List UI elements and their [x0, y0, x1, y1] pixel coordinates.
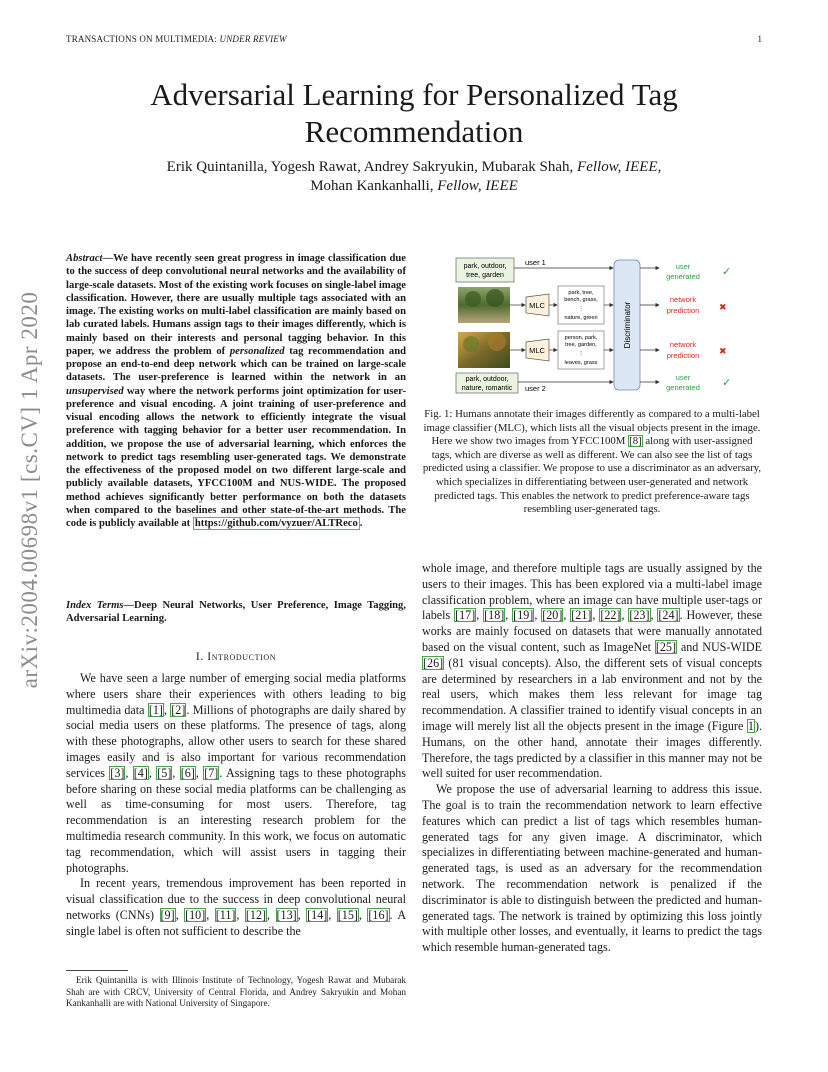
caption-text-1: Fig. 1: Humans annotate their images differently as compared to a multi-label image classifier (MLC), which lists all the visual objects present in the image. Here we show two images from YFCC100M — [423, 408, 761, 448]
paper-title: Adversarial Learning for Personalized Tag Recommendation — [150, 77, 678, 149]
review-status: UNDER REVIEW — [219, 34, 287, 44]
text-run: . Assigning tags to these photographs before sharing on these social media platforms can be challenging as well as time-consuming for most users. Therefore, tag recommendation is an interesting research problem for the multimedia research community. In this work, we focus on automatic tag recommendation, which will assist users in tagging their photographs. — [66, 765, 407, 875]
citation[interactable]: [2] — [171, 702, 186, 717]
cross-icon: ✖ — [719, 302, 727, 312]
citation[interactable]: [19] — [513, 608, 534, 623]
section-number: I. — [195, 651, 208, 663]
fellow-label-2: Fellow, IEEE — [437, 178, 518, 194]
citation[interactable]: [6] — [180, 765, 195, 780]
out1-line2: generated — [666, 272, 700, 281]
figure-reference[interactable]: 1 — [747, 718, 754, 733]
citation[interactable]: [10] — [185, 907, 206, 922]
cross-icon: ✖ — [719, 346, 727, 356]
citation[interactable]: [22] — [600, 608, 621, 623]
citation[interactable]: [4] — [133, 765, 148, 780]
abstract-emphasis-2: unsupervised — [66, 385, 124, 397]
citation[interactable]: [7] — [204, 765, 219, 780]
pred1-line1: park, tree, — [568, 290, 594, 296]
citation[interactable]: [24] — [658, 608, 679, 623]
check-icon: ✓ — [722, 377, 732, 389]
arxiv-stamp — [10, 291, 50, 689]
figure-1 — [453, 254, 753, 394]
text-run: ). Humans, on the other hand, annotate their images differently. Therefore, the tags predicted by a classifier in this manner may not be well suited for user recommendation. — [422, 718, 762, 781]
citation[interactable]: [1] — [148, 702, 163, 717]
citation[interactable]: [5] — [157, 765, 172, 780]
figure-caption — [422, 408, 762, 517]
authors-line-2: Mohan Kankanhalli, — [310, 178, 438, 194]
citation[interactable]: [26] — [423, 655, 444, 670]
citation[interactable]: [3] — [110, 765, 125, 780]
out4-line2: generated — [666, 383, 700, 392]
pred2-line2: tree, garden, — [565, 342, 597, 348]
text-run: . Millions of photographs are daily shared by social media users on these platforms. The presence of tags, along with these photographs, allow other users to search for these shared images easily and is also important for various recommendation services — [66, 702, 406, 780]
abstract-label: Abstract — [66, 253, 103, 264]
fellow-label-1: Fellow, IEEE, — [577, 159, 662, 175]
citation[interactable]: [8] — [629, 435, 642, 448]
page-number: 1 — [757, 34, 762, 44]
user1-label: user 1 — [525, 258, 546, 267]
photo-1 — [458, 287, 510, 323]
pred2-dots: ⋮ — [578, 351, 584, 357]
code-link[interactable]: https://github.com/vyzuer/ALTReco — [194, 518, 358, 529]
citation[interactable]: [13] — [276, 907, 297, 922]
pred1-line3: nature, green — [564, 315, 598, 321]
citation[interactable]: [21] — [571, 608, 592, 623]
citation[interactable]: [16] — [368, 907, 389, 922]
caption-text-2: along with user-assigned tags, which are diverse as well as different. We can also see the list of tags predicted using a classifier. We propose to use a discriminator as an adversary, which specializes in differentiating between user-generated and network predicted tags. This enables the network to predict preference-aware tags resembling user-generated tags. — [422, 435, 762, 516]
authors-line-1: Erik Quintanilla, Yogesh Rawat, Andrey Sakryukin, Mubarak Shah, — [166, 159, 578, 175]
out1-line1: user — [675, 262, 691, 271]
footnote-rule — [66, 970, 128, 971]
out3-line1: network — [669, 340, 697, 349]
running-header — [66, 34, 287, 44]
section-heading — [66, 651, 406, 663]
index-terms — [66, 599, 406, 626]
out4-line1: user — [675, 373, 691, 382]
right-paragraph-2: We propose the use of adversarial learning to address this issue. The goal is to train the recommendation network to learn effective features which can predict a list of tags which resembles human-generated tags for any given image. A discriminator, which specializes in differentiating between machine-generated and human-generated tags, is used as an adversary for the recommendation network. The recommendation network is penalized if the discriminator is able to distinguish between the predicted and human-generated tags. The network is trained by optimizing this loss jointly with multiple other losses, and eventually, it learns to predict the tags which resemble human-generated tags. — [422, 782, 762, 955]
out2-line2: prediction — [666, 306, 700, 315]
citation[interactable]: [9] — [160, 907, 175, 922]
out2-line1: network — [669, 295, 697, 304]
journal-name: TRANSACTIONS ON MULTIMEDIA: — [66, 34, 220, 44]
text-run: and NUS-WIDE — [677, 639, 762, 654]
text-run: In recent years, tremendous improvement has been reported in visual classification due to the success in deep convolutional neural networks (CNNs) — [66, 876, 406, 922]
citation[interactable]: [17] — [455, 608, 476, 623]
text-run: . However, these works are mainly focused on datasets that were manually annotated based on the visual content, such as ImageNet — [422, 608, 763, 654]
author-list — [66, 158, 762, 196]
citation[interactable]: [11] — [215, 907, 236, 922]
footnote: Erik Quintanilla is with Illinois Institute of Technology, Yogesh Rawat and Mubarak Shah are with CRCV, University of Central Florida, and Andrey Sakryukin and Mohan Kankanhalli are with National University of Singapore. — [66, 975, 406, 1008]
text-run: (81 visual concepts). Also, the different sets of visual concepts are determined by researchers in a lab environment and not by the real users, which makes them less relevant for image tag recommendation. A classifier trained to identify visual concepts in an image will merely list all the objects present in the image (Figure — [422, 655, 762, 733]
text-run: We have seen a large number of emerging social media platforms where users share their experiences with others leading to big multimedia data — [66, 671, 406, 717]
figure-diagram — [453, 254, 753, 394]
text-run: whole image, and therefore multiple tags are usually assigned by the users to their images. This has been explored via a multi-label image classification problem, where an image can have multiple user-tags or labels — [422, 561, 762, 623]
abstract — [66, 252, 406, 530]
pred2-line1: person, park, — [564, 335, 598, 341]
abstract-text-2: tag recommendation and propose an end-to-end deep network which can be trained on large-scale datasets. The user-preference is learned within the network in an — [66, 345, 407, 384]
index-terms-label: Index Terms — [66, 600, 124, 611]
intro-paragraph-2: In recent years, tremendous improvement has been reported in visual classification due to the success in deep convolutional neural networks (CNNs) [9], [10], [11], [12], [13], [14], [15], [16]. A single label is often not sufficient to describe the — [66, 876, 407, 938]
arxiv-stamp-text: arXiv:2004.00698v1 [cs.CV] 1 Apr 2020 — [17, 291, 42, 689]
citation[interactable]: [23] — [629, 608, 650, 623]
citation[interactable]: [12] — [245, 907, 267, 922]
right-paragraph-1: whole image, and therefore multiple tags are usually assigned by the users to their images. This has been explored via a multi-label image classification problem, where an image can have multiple user-tags or labels [17], [18], [19], [20], [21], [22], [23], [24]. However, these works are mainly focused on datasets that were manually annotated based on the visual content, such as ImageNet [25] and NUS-WIDE [26] (81 visual concepts). Also, the different sets of visual concepts are determined by researchers in a lab environment and not by the real users, which makes them less relevant for image tag recommendation. A classifier trained to identify visual concepts in an image will merely list all the objects present in the image (Figure 1). Humans, on the other hand, annotate their images differently. Therefore, the tags predicted by a classifier in this manner may not be well suited for user recommendation. — [422, 561, 763, 781]
user2-tags-line2: nature, romantic — [461, 385, 513, 392]
user1-tags-line1: park, outdoor, — [463, 263, 507, 270]
out3-line2: prediction — [666, 351, 700, 360]
user1-tags-line2: tree, garden — [466, 272, 504, 279]
abstract-end: . — [359, 518, 363, 529]
citation[interactable]: [20] — [542, 608, 563, 623]
right-column-text — [422, 561, 762, 956]
user2-tags-line1: park, outdoor, — [465, 376, 509, 383]
section-title: Introduction — [207, 651, 277, 663]
intro-paragraph-1: We have seen a large number of emerging social media platforms where users share their experiences with others leading to big multimedia data [1], [2]. Millions of photographs are daily shared by social media users on these platforms. The presence of tags, along with these photographs, allow other users to search for these shared images easily and is also important for various recommendation services [3], [4], [5], [6], [7]. Assigning tags to these photographs before sharing on these social media platforms can be challenging as well as time-consuming for most users. Therefore, tag recommendation is an interesting research problem for the multimedia research community. In this work, we focus on automatic tag recommendation, which will assist users in tagging their photographs. — [66, 671, 407, 875]
citation[interactable]: [15] — [337, 907, 358, 922]
text-run: . A single label is often not sufficient to describe the — [66, 907, 407, 938]
user2-label: user 2 — [525, 384, 546, 393]
abstract-emphasis-1: personalized — [229, 345, 285, 357]
check-icon: ✓ — [722, 266, 732, 278]
pred1-line2: bench, grass, — [564, 297, 598, 303]
citation[interactable]: [18] — [484, 608, 505, 623]
citation[interactable]: [14] — [307, 907, 328, 922]
pred1-dots: ⋮ — [578, 306, 584, 312]
discriminator-label: Discriminator — [623, 301, 632, 349]
citation[interactable]: [25] — [655, 639, 676, 654]
mlc-label-2: MLC — [529, 346, 545, 355]
abstract-text-3: way where the network performs joint optimization for user-preference and visual encoding. A joint training of user-preference and visual encoding allows the network to efficiently integrate the visual preference with tagging behavior for a better user recommendation. In addition, we propose the use of adversarial learning, which enforces the network to predict tags resembling user-generated tags. We demonstrate the effectiveness of the proposed model on two different large-scale and publicly available datasets, YFCC100M and NUS-WIDE. The proposed method achieves significantly better performance on both the datasets when compared to the baselines and other state-of-the-art methods. The code is publicly available at — [66, 385, 406, 529]
abstract-text-1: —We have recently seen great progress in image classification due to the success of deep convolutional neural networks and the availability of large-scale datasets. Most of the existing work focuses on single-label image classification. However, there are usually multiple tags associated with an image. The existing works on multi-label classification are mainly based on lab curated labels. Humans assign tags to their images differently, which is mainly based on their interests and personal tagging behavior. In this paper, we address the problem of — [66, 253, 406, 357]
pred2-line3: leaves, grass — [564, 360, 598, 366]
introduction-text — [66, 671, 406, 940]
mlc-label-1: MLC — [529, 301, 545, 310]
index-terms-text: —Deep Neural Networks, User Preference, Image Tagging, Adversarial Learning. — [66, 600, 406, 625]
